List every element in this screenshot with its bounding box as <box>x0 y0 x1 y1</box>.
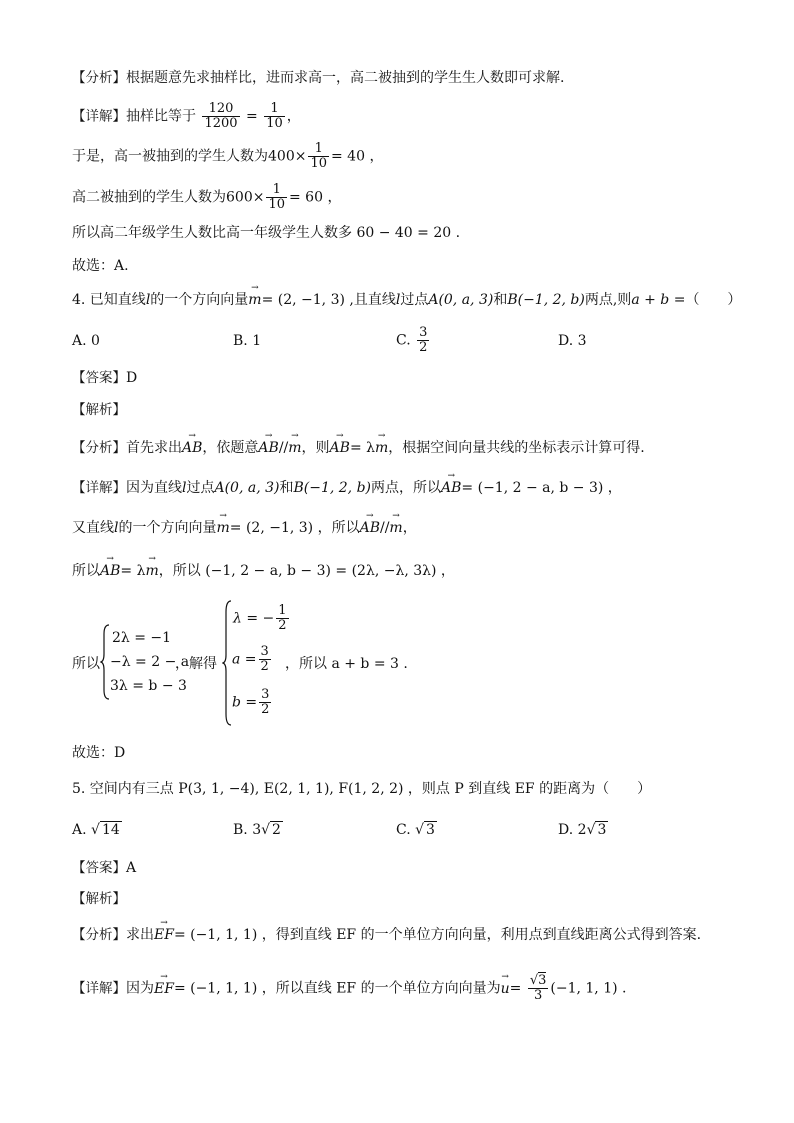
fraction: $\frac{√3}{3}$ <box>529 973 547 1003</box>
detail-line-2: 于是，高一被抽到的学生人数为400× $\frac{1}{10}$ = 40 ， <box>72 141 384 171</box>
q5-analysis: 【分析】求出→ EF= (−1, 1, 1) ，得到直线 EF 的一个单位方向向量，利用点到直线距离公式得到答案. <box>72 925 701 945</box>
question-4-stem: 4. 已知直线l的一个方向向量→ m= (2, −1, 3) ,且直线l过点A(0, a, 3)和B(−1, 2, b)两点,则a + b =（ ） <box>72 290 741 310</box>
q5-answer: 【答案】A <box>72 860 137 876</box>
fraction: $\frac{1}{10}$ <box>266 101 283 131</box>
q5-option-d: D. 2√ 3 <box>558 822 607 838</box>
q4-option-d: D. 3 <box>558 333 587 349</box>
q4-detail-2: 又直线l的一个方向向量→ m= (2, −1, 3) ，所以→ AB//→ m， <box>72 518 417 538</box>
q4-solution-tag: 【解析】 <box>72 402 126 418</box>
q4-answer: 【答案】D <box>72 370 138 386</box>
analysis-text: 根据题意先求抽样比，进而求高一，高二被抽到的学生生人数即可求解. <box>126 70 565 86</box>
q5-option-c: C. √ 3 <box>396 822 435 838</box>
system-conclusion: ，所以 a + b = 3 . <box>285 656 408 672</box>
detail-text: 抽样比等于 <box>126 108 196 125</box>
q4-detail-3: 所以→ AB= λ→ m，所以 (−1, 2 − a, b − 3) = (2λ, −λ, 3λ) ， <box>72 561 455 581</box>
solution-lambda: λ = − $\frac{1}{2}$ <box>233 603 287 633</box>
solution-a: a = $\frac{3}{2}$ <box>232 644 269 674</box>
detail-line-4: 所以高二年级学生人数比高一年级学生人数多 60 − 40 = 20 . <box>72 225 461 241</box>
left-brace-1 <box>100 624 110 700</box>
equation-1: 2λ = −1 <box>112 630 172 646</box>
equation-3: 3λ = b − 3 <box>110 678 187 694</box>
detail-line-1: 【详解】抽样比等于 $\frac{120}{1200}$ = $\frac{1}{10}$ ， <box>72 101 301 131</box>
q5-detail: 【详解】因为→ EF= (−1, 1, 1) ，所以直线 EF 的一个单位方向向量为→ u= $\frac{√3}{3}$ (−1, 1, 1) . <box>72 974 626 1003</box>
q4-option-c: C. $\frac{3}{2}$ <box>396 325 428 355</box>
system-prefix: 所以 <box>72 656 100 672</box>
fraction: $\frac{120}{1200}$ <box>204 101 238 131</box>
q5-option-b: B. 3√ 2 <box>233 822 281 838</box>
question-5-stem: 5. 空间内有三点 P(3, 1, −4), E(2, 1, 1), F(1, 2, 2) ，则点 P 到直线 EF 的距离为（ ） <box>72 781 652 797</box>
q5-option-a: A. √ 14 <box>72 822 120 838</box>
detail-tag: 【详解】 <box>72 108 126 125</box>
fraction: $\frac{3}{2}$ <box>419 325 428 355</box>
left-brace-2 <box>222 600 232 726</box>
analysis-line-1 <box>72 68 564 88</box>
q4-detail-1: 【详解】因为直线l过点A(0, a, 3)和B(−1, 2, b)两点，所以→ AB= (−1, 2 − a, b − 3) ， <box>72 478 622 498</box>
q5-solution-tag: 【解析】 <box>72 891 126 907</box>
answer-choice-line: 故选：A. <box>72 258 129 274</box>
fraction: $\frac{1}{10}$ <box>268 182 285 212</box>
q4-option-b: B. 1 <box>233 333 262 349</box>
fraction: $\frac{1}{10}$ <box>310 141 327 171</box>
equation-2: −λ = 2 − a <box>110 654 190 670</box>
solve-word: ，解得 <box>175 656 217 672</box>
solution-b: b = $\frac{3}{2}$ <box>232 687 270 717</box>
q4-choice: 故选：D <box>72 745 126 761</box>
q4-option-a: A. 0 <box>72 333 100 349</box>
detail-line-3: 高二被抽到的学生人数为600× $\frac{1}{10}$ = 60 ， <box>72 182 342 212</box>
q4-analysis: 【分析】首先求出→ AB，依题意→ AB//→ m，则→ AB= λ→ m，根据空间向量共线的坐标表示计算可得. <box>72 438 645 458</box>
analysis-tag: 【分析】 <box>72 70 126 86</box>
